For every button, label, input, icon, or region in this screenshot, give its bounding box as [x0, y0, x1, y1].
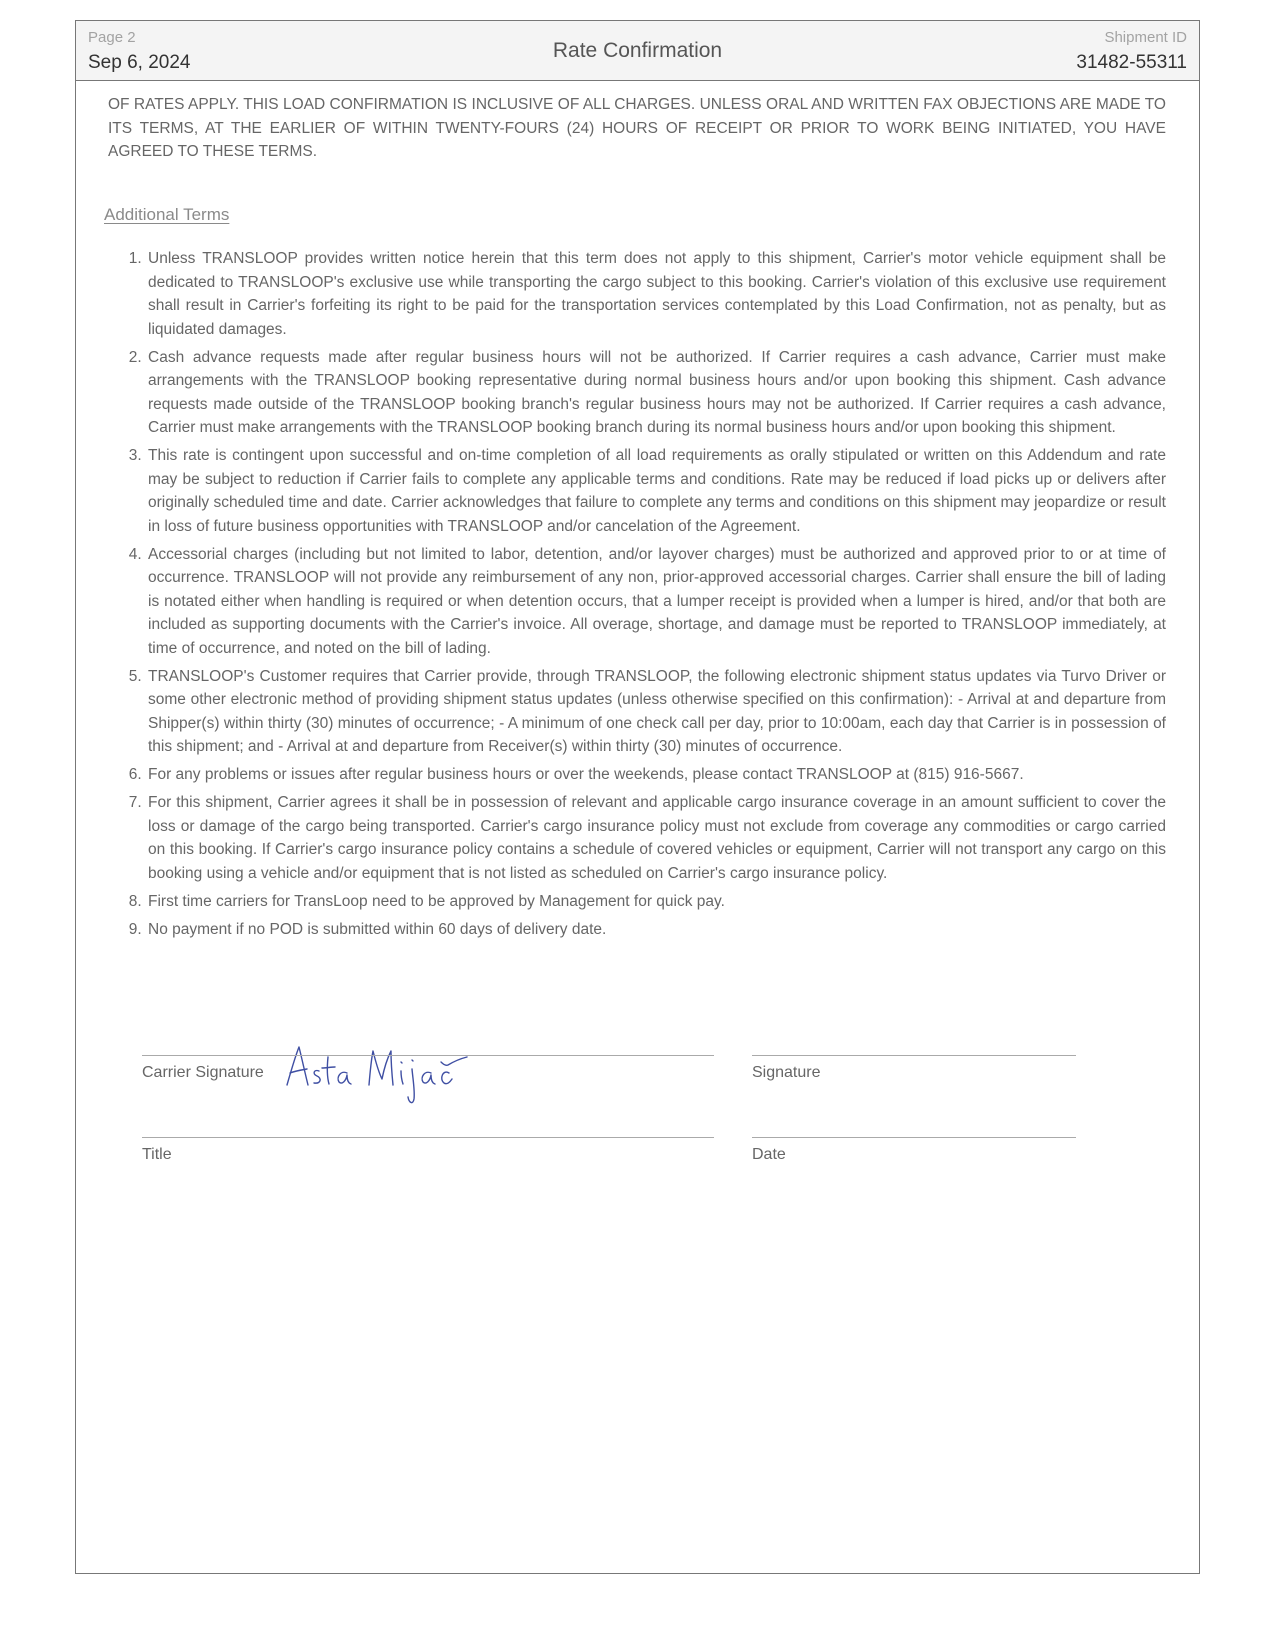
- document-title: Rate Confirmation: [552, 39, 723, 62]
- term-item: 8. First time carriers for TransLoop need to be approved by Management for quick pay.: [146, 890, 1166, 914]
- handwritten-signature: [281, 1035, 481, 1107]
- signature-line[interactable]: [752, 1055, 1076, 1056]
- document-page: [75, 20, 1200, 1574]
- term-item: 3. This rate is contingent upon successful and on-time completion of all load requirements as orally stipulated or written on this Addendum and rate may be subject to reduction if Carrier fails to complete any applicable terms and conditions. Rate may be reduced if load picks up or delivers after originally scheduled time and date. Carrier acknowledges that failure to complete any terms and conditions on this shipment may jeopardize or result in loss of future business opportunities with TRANSLOOP and/or cancelation of the Agreement.: [146, 444, 1166, 538]
- additional-terms-list: [110, 247, 1166, 946]
- term-item: 5. TRANSLOOP's Customer requires that Carrier provide, through TRANSLOOP, the following electronic shipment status updates via Turvo Driver or some other electronic method of providing shipment status updates (unless otherwise specified on this confirmation): - Arrival at and departure from Shipper(s) within thirty (30) minutes of occurrence; - A minimum of one check call per day, prior to 10:00am, each day that Carrier is in possession of this shipment; and - Arrival at and departure from Receiver(s) within thirty (30) minutes of occurrence.: [146, 665, 1166, 759]
- date-label: Date: [752, 1146, 786, 1163]
- shipment-id-label: Shipment ID: [1104, 29, 1187, 46]
- term-item: 2. Cash advance requests made after regular business hours will not be authorized. If Carrier requires a cash advance, Carrier must make arrangements with the TRANSLOOP booking representative during normal business hours and/or upon booking this shipment. Cash advance requests made outside of the TRANSLOOP booking branch's regular business hours may not be authorized. If Carrier requires a cash advance, Carrier must make arrangements with the TRANSLOOP booking branch during its normal business hours and/or upon booking this shipment.: [146, 346, 1166, 440]
- additional-terms-heading: Additional Terms: [104, 205, 230, 224]
- page-number: Page 2: [88, 29, 136, 46]
- intro-paragraph: OF RATES APPLY. THIS LOAD CONFIRMATION IS INCLUSIVE OF ALL CHARGES. UNLESS ORAL AND WRITTEN FAX OBJECTIONS ARE MADE TO ITS TERMS, AT THE EARLIER OF WITHIN TWENTY-FOURS (24) HOURS OF RECEIPT OR PRIOR TO WORK BEING INITIATED, YOU HAVE AGREED TO THESE TERMS.: [108, 96, 1166, 160]
- term-item: 9. No payment if no POD is submitted within 60 days of delivery date.: [146, 918, 1166, 942]
- document-date: Sep 6, 2024: [88, 52, 191, 73]
- date-line[interactable]: [752, 1137, 1076, 1138]
- term-item: 6. For any problems or issues after regular business hours or over the weekends, please contact TRANSLOOP at (815) 916-5667.: [146, 763, 1166, 787]
- title-label: Title: [142, 1146, 172, 1163]
- shipment-id: 31482-55311: [1076, 52, 1187, 73]
- title-line[interactable]: [142, 1137, 714, 1138]
- signature-label: Signature: [752, 1064, 821, 1081]
- carrier-signature-label: Carrier Signature: [142, 1064, 264, 1081]
- term-item: 1. Unless TRANSLOOP provides written notice herein that this term does not apply to this shipment, Carrier's motor vehicle equipment shall be dedicated to TRANSLOOP's exclusive use while transporting the cargo subject to this booking. Carrier's violation of this exclusive use requirement shall result in Carrier's forfeiting its right to be paid for the transportation services contemplated by this Load Confirmation, not as penalty, but as liquidated damages.: [146, 247, 1166, 341]
- term-item: 7. For this shipment, Carrier agrees it shall be in possession of relevant and applicable cargo insurance coverage in an amount sufficient to cover the loss or damage of the cargo being transported. Carrier's cargo insurance policy must not exclude from coverage any commodities or cargo carried on this booking. If Carrier's cargo insurance policy contains a schedule of covered vehicles or equipment, Carrier will not transport any cargo on this booking using a vehicle and/or equipment that is not listed as scheduled on Carrier's cargo insurance policy.: [146, 791, 1166, 885]
- carrier-signature-line[interactable]: [142, 1055, 714, 1056]
- term-item: 4. Accessorial charges (including but not limited to labor, detention, and/or layover charges) must be authorized and approved prior to or at time of occurrence. TRANSLOOP will not provide any reimbursement of any non, prior-approved accessorial charges. Carrier shall ensure the bill of lading is notated either when handling is required or when detention occurs, that a lumper receipt is provided when a lumper is hired, and/or that both are included as supporting documents with the Carrier's invoice. All overage, shortage, and damage must be reported to TRANSLOOP immediately, at time of occurrence, and noted on the bill of lading.: [146, 543, 1166, 661]
- page-header: [76, 21, 1199, 81]
